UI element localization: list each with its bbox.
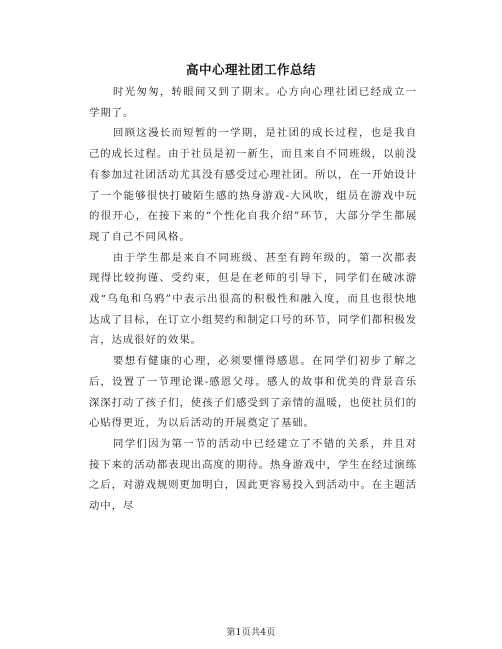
paragraph-2: 回顾这漫长而短暂的一学期，是社团的成长过程，也是我自己的成长过程。由于社员是初一新生，而且来自不同班级，以前没有参加过社团活动尤其没有感受过心理社团。所以，在一开始设计了一个能够很快打破陌生感的热身游戏-大风吹，组员在游戏中玩的很开心，在接下来的“个性化自我介绍”环节，大部分学生都展现了自己不同风格。 — [89, 127, 417, 243]
document-title: 高中心理社团工作总结 — [185, 62, 316, 77]
paragraph-4: 要想有健康的心理，必须要懂得感恩。在同学们初步了解之后，设置了一节理论课-感恩父母。感人的故事和优美的背景音乐深深打动了孩子们，使孩子们感受到了亲情的温暖，也使社员们的心贴得更近，为以后活动的开展奠定了基础。 — [89, 355, 417, 430]
document-body — [89, 82, 417, 517]
paragraph-5: 同学们因为第一节的活动中已经建立了不错的关系，并且对接下来的活动都表现出高度的期待。热身游戏中，学生在经过演练之后，对游戏规则更加明白，因此更容易投入到活动中。在主题活动中，尽 — [89, 437, 417, 513]
paragraph-1: 时光匆匆，转眼间又到了期末。心方向心理社团已经成立一学期了。 — [89, 86, 417, 119]
paragraph-3: 由于学生都是来自不同班级、甚至有跨年级的，第一次都表现得比较拘谨、受约束，但是在老师的引导下，同学们在破冰游戏“乌龟和乌鸦”中表示出很高的积极性和融入度，而且也很快地达成了目标，在订立小组契约和制定口号的环节，同学们都积极发言，达成很好的效果。 — [89, 251, 417, 347]
page-number-footer: 第1页共4页 — [226, 628, 276, 638]
